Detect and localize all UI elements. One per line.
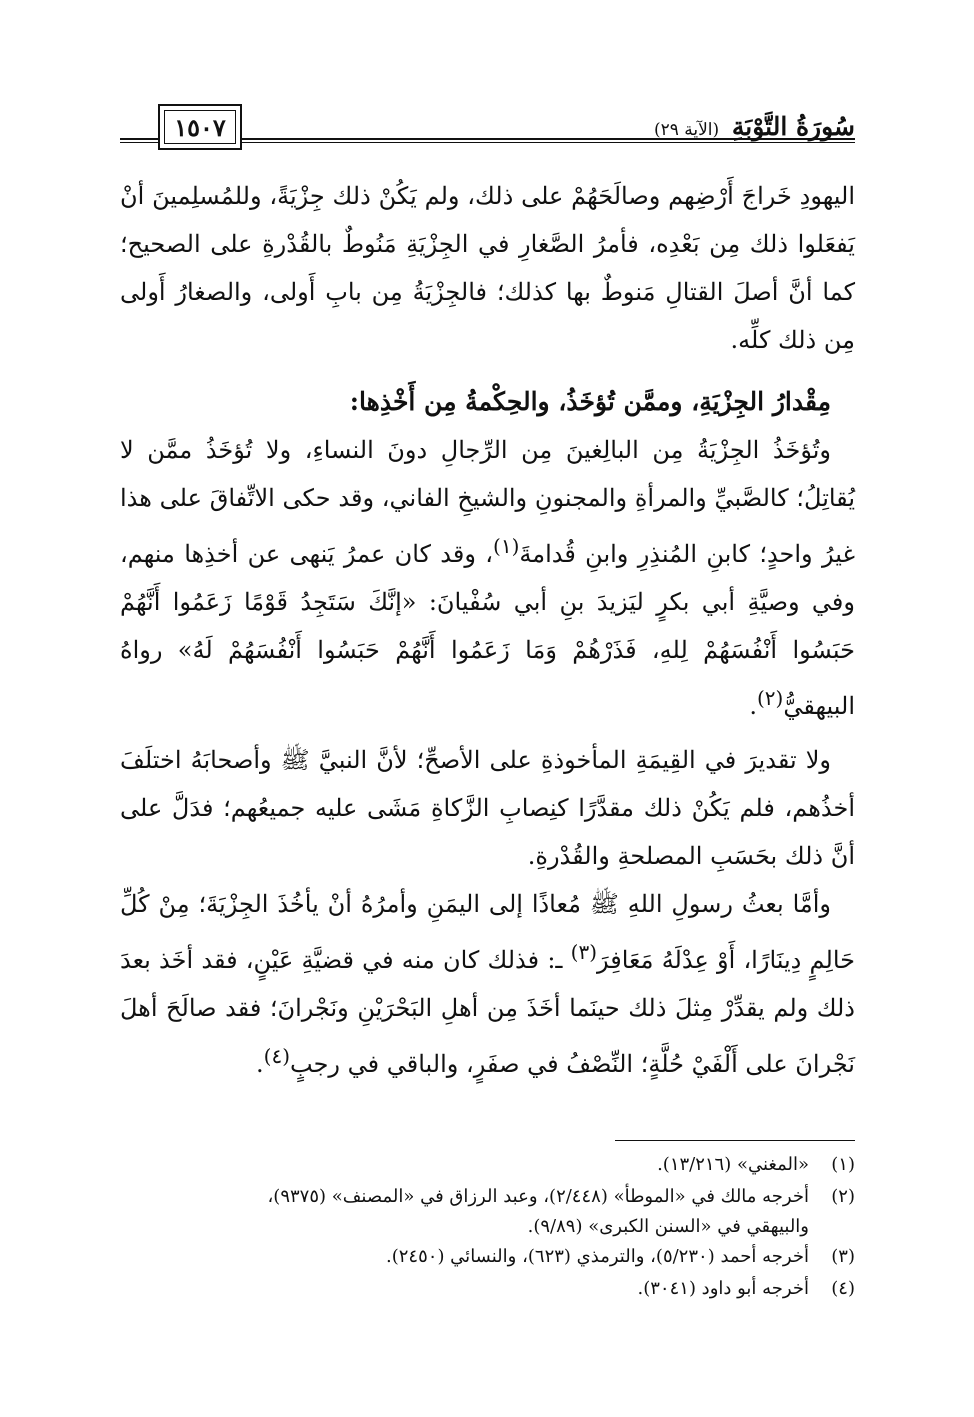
paragraph-text: ، وقد كان عمرُ يَنهى عن أخذِها منهم، وفي وصيَّةِ أبي بكرٍ ليَزيدَ بنِ أبي سُفْيانَ: «إنَّكَ سَتَجِدُ قَوْمًا زَعَمُوا أَنَّهُمْ حَبَسُوا أَنْفُسَهُمْ لِلهِ، فَذَرْهُمْ وَمَا زَعَمُوا أَنَّهُمْ حَبَسُوا أَنْفُسَهُمْ لَهُ» رواهُ البيهقيُّ [120,540,855,720]
footnote-marker[interactable]: (٢) [756,686,784,710]
footnote-text: «المغني» (١٣/٢١٦). [657,1154,809,1175]
paragraph: ولا تقديرَ في القِيمَةِ المأخوذةِ على الأصحِّ؛ لأنَّ النبيَّ ﷺ وأصحابَهُ اختلَفَ أخذُهم، فلم يَكُنْ ذلك مقدَّرًا كنِصابِ الزَّكاةِ مَشَى عليه جميعُهم؛ فدَلَّ على أنَّ ذلك بحَسَبِ المصلحةِ والقُدْرةِ. [120,746,855,870]
footnote-number: (١) [831,1154,855,1175]
surah-name: سُورَةُ التَّوْبَةِ [731,112,855,141]
footnote-text: أخرجه أحمد (٥/٢٣٠)، والترمذي (٦٢٣)، والنسائي (٢٤٥٠). [386,1246,809,1267]
paragraph: اليهودِ خَراجَ أَرْضِهم وصالَحَهُمْ على ذلك، ولم يَكُنْ ذلك جِزْيَةً، وللمُسلِمينَ أنْ يَفعَلوا ذلك مِن بَعْدِه، فأمرُ الصَّغارِ في الجِزْيَةِ مَنُوطٌ بالقُدْرةِ على الصحيح؛ كما أنَّ أصلَ القتالِ مَنوطٌ بها كذلك؛ فالجِزْيَةُ مِن بابِ أَولى، والصغارُ أَولى مِن ذلك كلِّه. [120,182,855,354]
paragraph-text: وأمَّا بعثُ رسولِ اللهِ ﷺ مُعاذًا إلى اليمَنِ وأمرُهُ أنْ يأخُذَ الجِزْيَةَ؛ مِنْ كُلِّ حَالِمٍ دِينَارًا، أَوْ عِدْلَهُ مَعَافِرَ [120,890,855,974]
footnote-number: (٤) [831,1278,855,1299]
paragraph-text: . [256,1050,264,1078]
page-number: ١٥٠٧ [174,112,226,142]
page-number-box [158,104,242,150]
main-text [120,172,855,1088]
paragraph-text: . [749,692,757,720]
footnote-marker[interactable]: (٣) [570,940,598,964]
verse-reference: (الآية ٢٩) [653,120,720,140]
footnote-text: أخرجه مالك في «الموطأ» (٢/٤٤٨)، وعبد الرزاق في «المصنف» (٩٣٧٥)، [267,1186,809,1207]
footnote-text: أخرجه أبو داود (٣٠٤١). [637,1278,809,1299]
paragraph [120,426,855,730]
footnote [120,1274,855,1304]
paragraph [120,880,855,1088]
footnote [120,1182,855,1212]
footnote-number: (٣) [831,1246,855,1267]
footnote-number: (٢) [831,1186,855,1207]
section-heading: مِقْدارُ الجِزْيَةِ، وممَّن تُؤخَذُ، والحِكْمةُ مِن أَخْذِها: [349,387,831,416]
footnote-marker[interactable]: (١) [493,534,520,558]
surah-title [654,112,855,141]
footnote-separator [615,1140,855,1141]
paragraph-text: وتُؤخَذُ الجِزْيَةُ مِن البالِغينَ مِن الرِّجالِ دونَ النساءِ، ولا تُؤخَذُ ممَّن لا يُقاتِلُ؛ كالصَّبيِّ والمرأةِ والمجنونِ والشيخِ الفاني، وقد حكى الاتِّفاقَ على هذا غيرُ واحدٍ؛ كابنِ المُنذِرِ وابنِ قُدامةَ [120,436,856,568]
footnote-continuation: والبيهقي في «السنن الكبرى» (٩/٨٩). [527,1216,809,1237]
running-header [120,104,855,156]
footnotes [120,1150,855,1304]
footnote-marker[interactable]: (٤) [263,1044,291,1068]
footnote [120,1150,855,1180]
footnote [120,1242,855,1272]
paragraph-text: ـ: فذلك كان منه في قضيَّةِ عَيْنٍ، فقد أخَذ بعدَ ذلك ولم يقدِّرْ مِثلَ ذلك حينَما أخَذَ مِن أهلِ البَحْرَيْنِ ونَجْرانَ؛ فقد صالَحَ أهلَ نَجْرانَ على أَلْفَيْ حُلَّةٍ؛ النِّصْفُ في صفَرٍ، والباقي في رجبٍ [120,946,855,1078]
